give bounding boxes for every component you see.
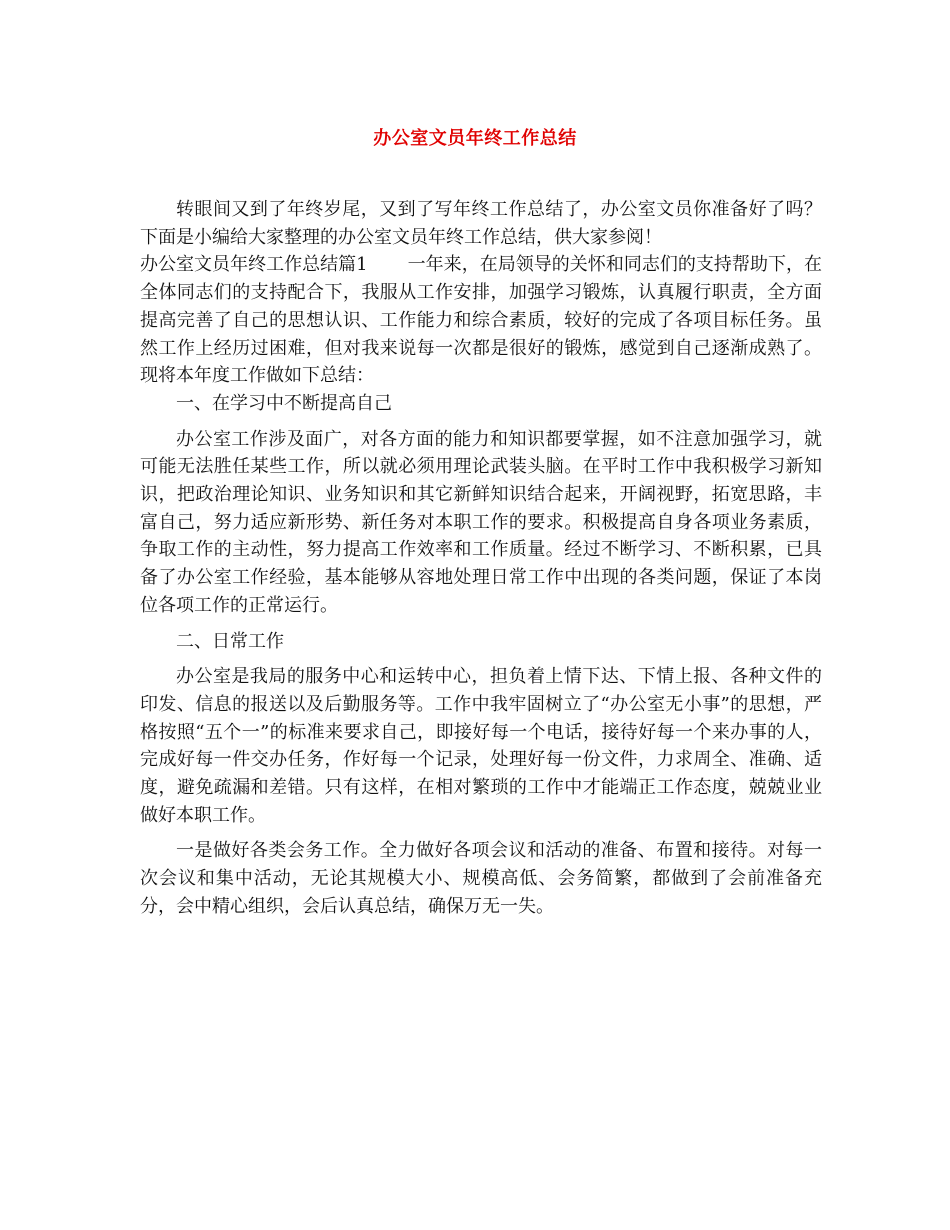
- section1-heading: 一、在学习中不断提高自己: [176, 392, 392, 414]
- chapter-text: 一年来，在局领导的关怀和同志们的支持帮助下，在全体同志们的支持配合下，我服从工作安排，加强学习锻炼，认真履行职责，全方面提高完善了自己的思想认识、工作能力和综合素质，较好的完成了各项目标任务。虽然工作上经历过困难，但对我来说每一次都是很好的锻炼，感觉到自己逐渐成熟了。现将本年度工作做如下总结：: [140, 254, 822, 387]
- chapter-label: 办公室文员年终工作总结篇1: [140, 254, 368, 276]
- chapter-paragraph: [140, 251, 822, 390]
- section2-paragraph: 办公室是我局的服务中心和运转中心，担负着上情下达、下情上报、各种文件的印发、信息的报送以及后勤服务等。工作中我牢固树立了“办公室无小事”的思想，严格按照“五个一”的标准来要求自己，即接好每一个电话，接待好每一个来办事的人，完成好每一件交办任务，作好每一个记录，处理好每一份文件，力求周全、准确、适度，避免疏漏和差错。只有这样，在相对繁琐的工作中才能端正工作态度，兢兢业业做好本职工作。: [140, 666, 822, 826]
- document-title: 办公室文员年终工作总结: [373, 128, 577, 149]
- section2-heading: 二、日常工作: [176, 630, 284, 652]
- document-body: [140, 196, 822, 921]
- section1-paragraph: 办公室工作涉及面广，对各方面的能力和知识都要掌握，如不注意加强学习，就可能无法胜任某些工作，所以就必须用理论武装头脑。在平时工作中我积极学习新知识，把政治理论知识、业务知识和其它新鲜知识结合起来，开阔视野，拓宽思路，丰富自己，努力适应新形势、新任务对本职工作的要求。积极提高自身各项业务素质，争取工作的主动性，努力提高工作效率和工作质量。经过不断学习、不断积累，已具备了办公室工作经验，基本能够从容地处理日常工作中出现的各类问题，保证了本岗位各项工作的正常运行。: [140, 428, 822, 616]
- intro-paragraph: 转眼间又到了年终岁尾，又到了写年终工作总结了，办公室文员你准备好了吗？下面是小编给大家整理的办公室文员年终工作总结，供大家参阅！: [140, 199, 822, 248]
- section3-paragraph: 一是做好各类会务工作。全力做好各项会议和活动的准备、布置和接待。对每一次会议和集中活动，无论其规模大小、规模高低、会务简繁，都做到了会前准备充分，会中精心组织，会后认真总结，确保万无一失。: [140, 840, 822, 917]
